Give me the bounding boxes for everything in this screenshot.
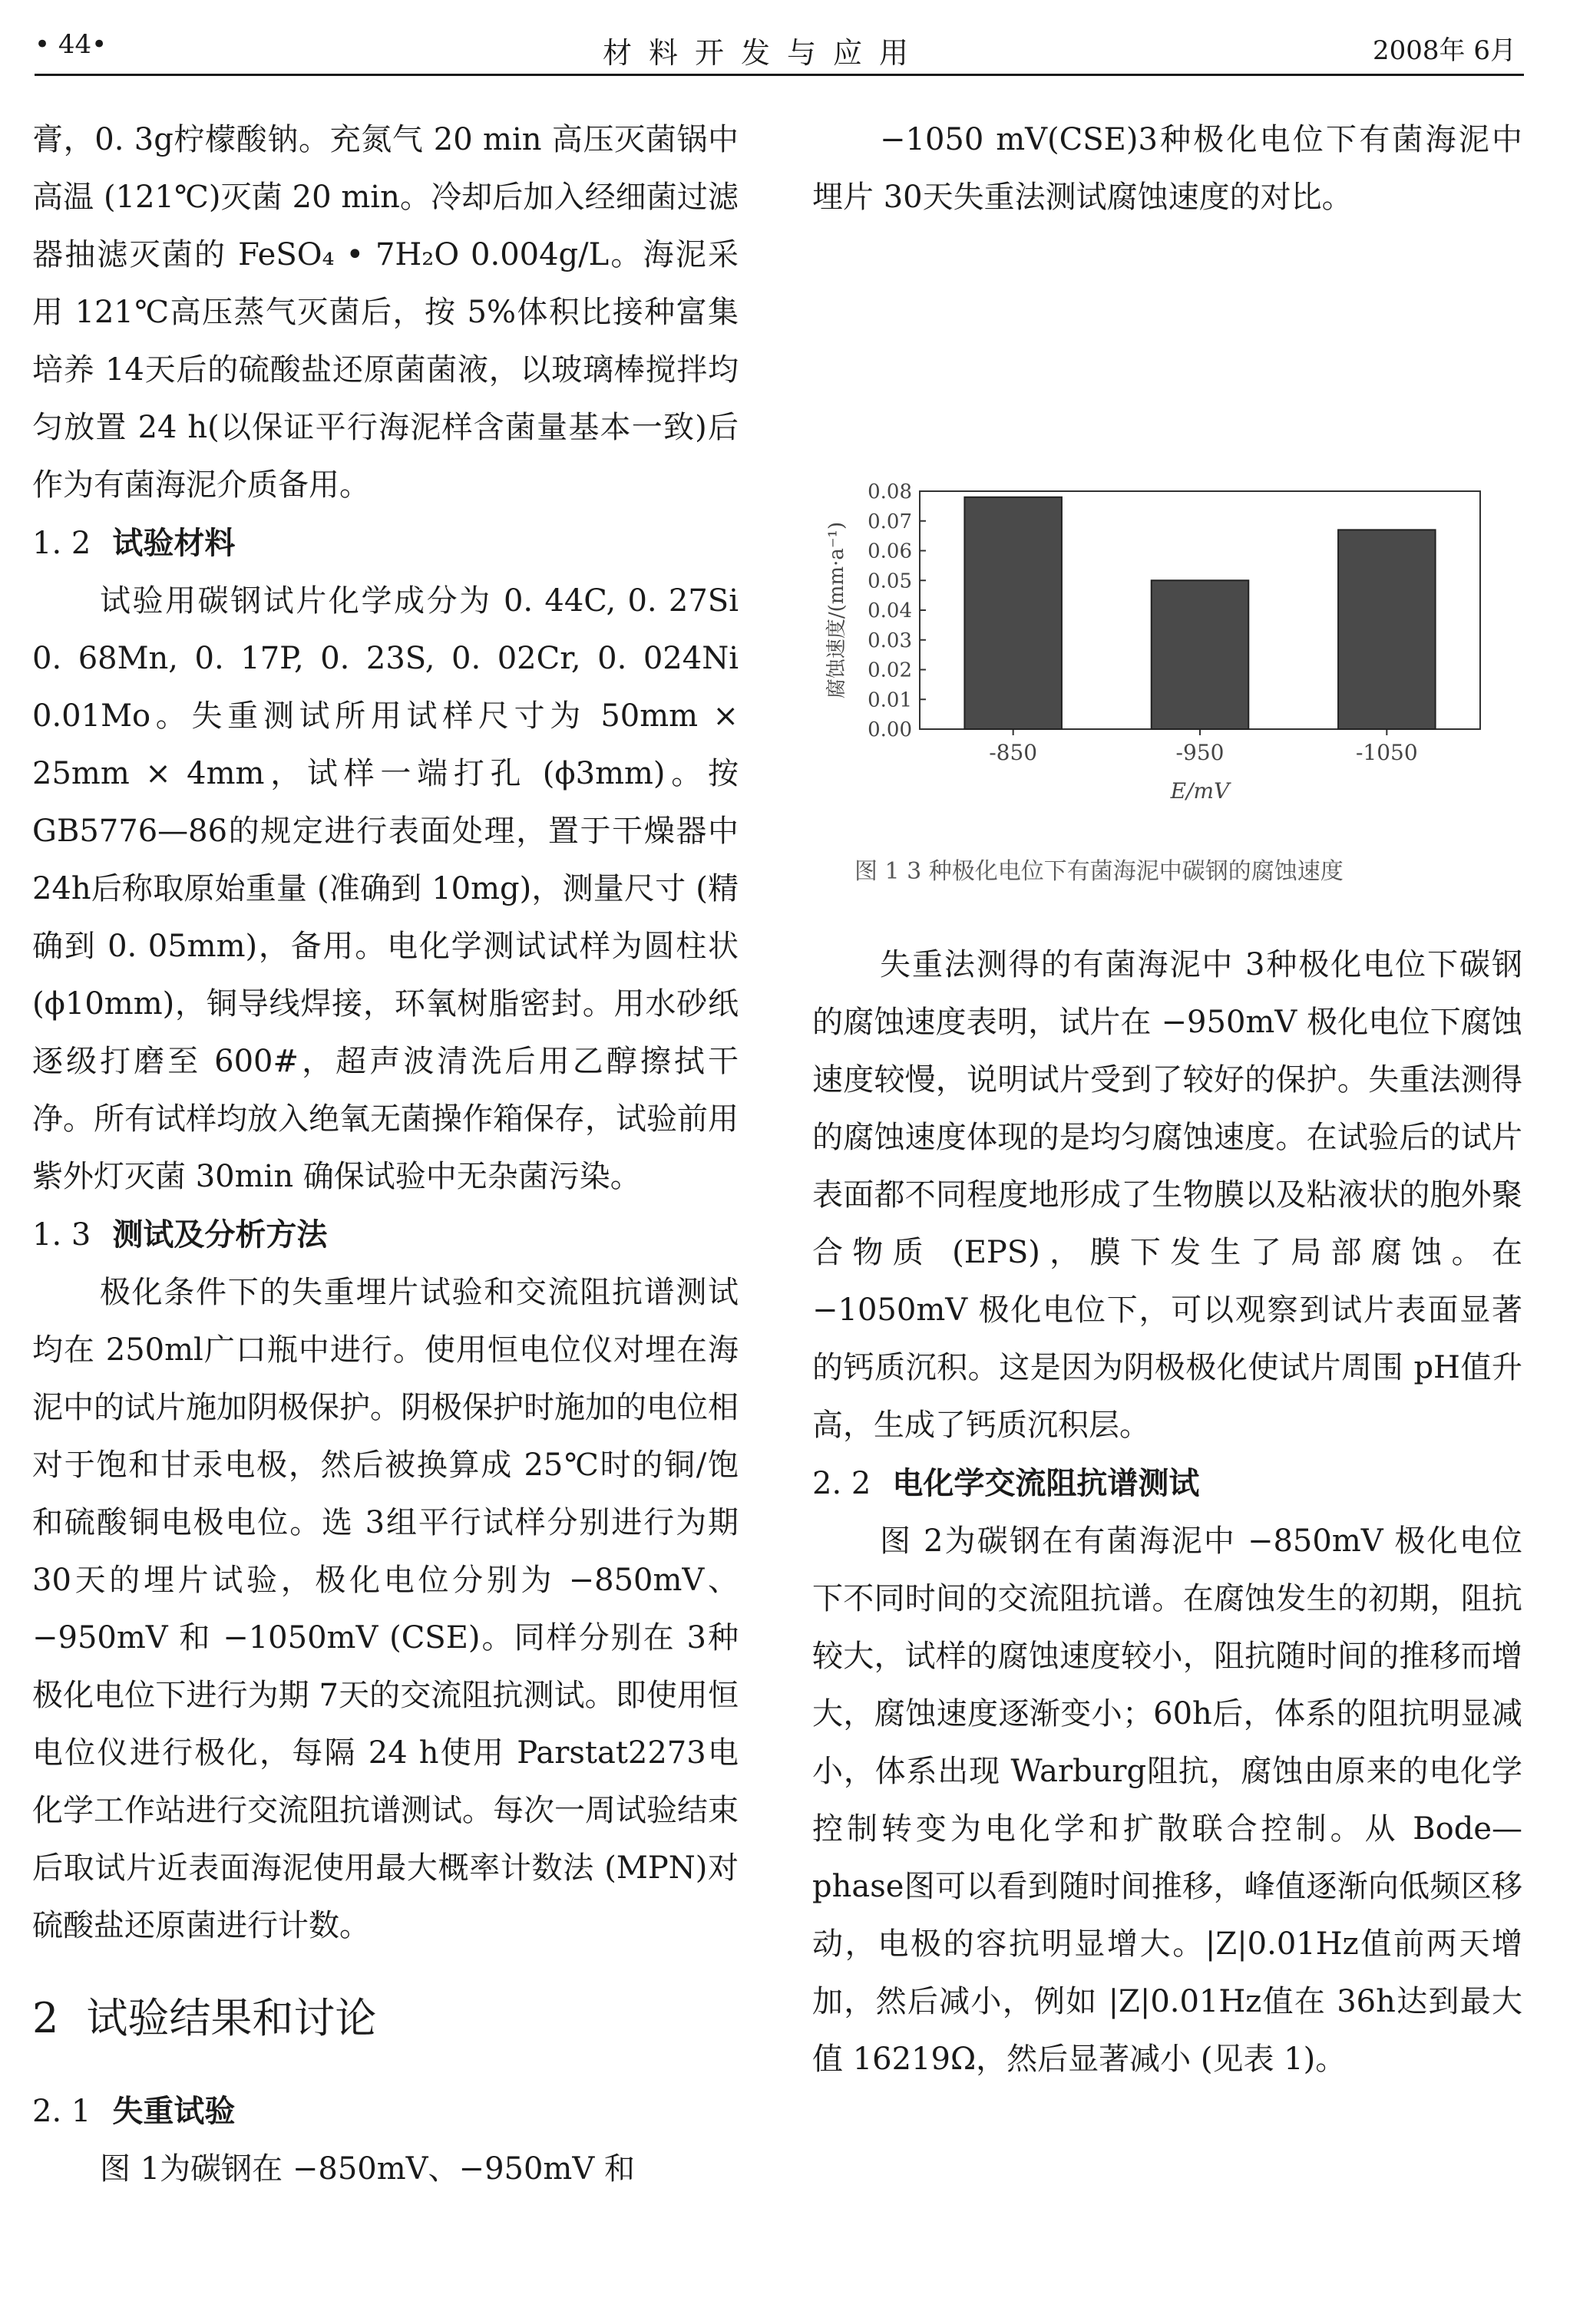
paragraph-medium-prep: 膏，0. 3g柠檬酸钠。充氮气 20 min 高压灭菌锅中高温 (121℃)灭菌 20 min。冷却后加入经细菌过滤器抽滤灭菌的 FeSO₄ • 7H₂O 0.004g/L。海泥采用 121℃高压蒸气灭菌后，按 5%体积比接种富集培养 14天后的硫酸盐还原菌菌液，以玻璃棒搅拌均匀放置 24 h(以保证平行海泥样含菌量基本一致)后作为有菌海泥介质备用。 <box>32 122 739 503</box>
x-tick-label: -1050 <box>1355 740 1418 765</box>
y-axis-label: 腐蚀速度/(mm·a⁻¹) <box>825 521 848 699</box>
bar--1050 <box>1338 530 1436 729</box>
right-lower-text <box>812 936 1522 2088</box>
section-1-2-heading <box>32 514 739 573</box>
y-tick-label: 0.00 <box>868 718 912 741</box>
journal-title: 材料开发与应用 <box>603 36 926 70</box>
section-number: 2. 2 <box>812 1466 871 1501</box>
left-column <box>32 111 739 2198</box>
section-2-2-heading <box>812 1454 1522 1513</box>
section-title: 测试及分析方法 <box>112 1216 328 1253</box>
section-title: 失重试验 <box>112 2093 236 2129</box>
page-number: • 44• <box>35 29 107 60</box>
y-tick-label: 0.01 <box>868 688 912 712</box>
paragraph-eis: 图 2为碳钢在有菌海泥中 −850mV 极化电位下不同时间的交流阻抗谱。在腐蚀发生的初期，阻抗较大，试样的腐蚀速度较小，阻抗随时间的推移而增大，腐蚀速度逐渐变小；60h后，体系的阻抗明显减小，体系出现 Warburg阻抗，腐蚀由原来的电化学控制转变为电化学和扩散联合控制。从 Bode—phase图可以看到随时间推移，峰值逐渐向低频区移动，电极的容抗明显增大。|Z|0.01Hz值前两天增加，然后减小，例如 |Z|0.01Hz值在 36h达到最大值 16219Ω，然后显著减小 (见表 1)。 <box>812 1523 1522 2077</box>
right-column <box>812 111 1522 2077</box>
section-2-heading <box>32 1986 739 2052</box>
paragraph-methods: 极化条件下的失重埋片试验和交流阻抗谱测试均在 250ml广口瓶中进行。使用恒电位仪对埋在海泥中的试片施加阴极保护。阴极保护时施加的电位相对于饱和甘汞电极，然后被换算成 25℃时的铜/饱和硫酸铜电极电位。选 3组平行试样分别进行为期 30天的埋片试验，极化电位分别为 −850mV、−950mV 和 −1050mV (CSE)。同样分别在 3种极化电位下进行为期 7天的交流阻抗测试。即使用恒电位仪进行极化，每隔 24 h使用 Parstat2273电化学工作站进行交流阻抗谱测试。每次一周试验结束后取试片近表面海泥使用最大概率计数法 (MPN)对硫酸盐还原菌进行计数。 <box>32 1275 739 1943</box>
section-title: 试验材料 <box>112 525 236 561</box>
figure-caption: 图 1 3 种极化电位下有菌海泥中碳钢的腐蚀速度 <box>854 858 1344 885</box>
paragraph-weight-loss-results: 失重法测得的有菌海泥中 3种极化电位下碳钢的腐蚀速度表明，试片在 −950mV 极化电位下腐蚀速度较慢，说明试片受到了较好的保护。失重法测得的腐蚀速度体现的是均匀腐蚀速度。在试验后的试片表面都不同程度地形成了生物膜以及粘液状的胞外聚合物质 (EPS)，膜下发生了局部腐蚀。在 −1050mV 极化电位下，可以观察到试片表面显著的钙质沉积。这是因为阴极极化使试片周围 pH值升高，生成了钙质沉积层。 <box>812 947 1522 1443</box>
paragraph-figure-intro: −1050 mV(CSE)3种极化电位下有菌海泥中埋片 30天失重法测试腐蚀速度的对比。 <box>812 122 1522 215</box>
section-number: 1. 2 <box>32 526 91 561</box>
y-tick-label: 0.05 <box>868 569 912 593</box>
y-tick-label: 0.04 <box>868 599 912 622</box>
bar--950 <box>1152 580 1249 729</box>
y-tick-label: 0.03 <box>868 629 912 652</box>
figure-1 <box>812 226 1522 848</box>
page-header <box>35 29 1539 75</box>
section-title: 试验结果和讨论 <box>86 1994 377 2042</box>
chart-bars <box>964 497 1435 729</box>
y-tick-label: 0.02 <box>868 659 912 682</box>
y-tick-label: 0.06 <box>868 540 912 563</box>
y-tick-label: 0.07 <box>868 510 912 533</box>
x-tick-label: -850 <box>989 740 1038 765</box>
y-tick-label: 0.08 <box>868 480 912 503</box>
section-2-1-heading <box>32 2082 739 2141</box>
x-tick-label: -950 <box>1175 740 1225 765</box>
paragraph-weight-loss-intro: 图 1为碳钢在 −850mV、−950mV 和 <box>100 2151 635 2187</box>
section-number: 2. 1 <box>32 2094 91 2129</box>
issue-date: 2008年 6月 <box>1373 35 1516 66</box>
x-axis-label: E/mV <box>1170 778 1230 804</box>
chart-labels <box>825 480 1418 804</box>
section-number: 2 <box>32 1994 59 2042</box>
bar--850 <box>964 497 1062 729</box>
section-number: 1. 3 <box>32 1217 91 1253</box>
paragraph-materials: 试验用碳钢试片化学成分为 0. 44C, 0. 27Si 0. 68Mn, 0. 17P, 0. 23S, 0. 02Cr, 0. 024Ni 0.01Mo。失重测试所用试样尺寸为 50mm × 25mm × 4mm，试样一端打孔 (ϕ3mm)。按 GB5776—86的规定进行表面处理，置于干燥器中 24h后称取原始重量 (准确到 10mg)，测量尺寸 (精确到 0. 05mm)，备用。电化学测试试样为圆柱状 (ϕ10mm)，铜导线焊接，环氧树脂密封。用水砂纸逐级打磨至 600#，超声波清洗后用乙醇擦拭干净。所有试样均放入绝氧无菌操作箱保存，试验前用紫外灯灭菌 30min 确保试验中无杂菌污染。 <box>32 583 739 1194</box>
section-1-3-heading <box>32 1206 739 1264</box>
header-rule <box>35 74 1524 76</box>
section-title: 电化学交流阻抗谱测试 <box>892 1465 1200 1501</box>
